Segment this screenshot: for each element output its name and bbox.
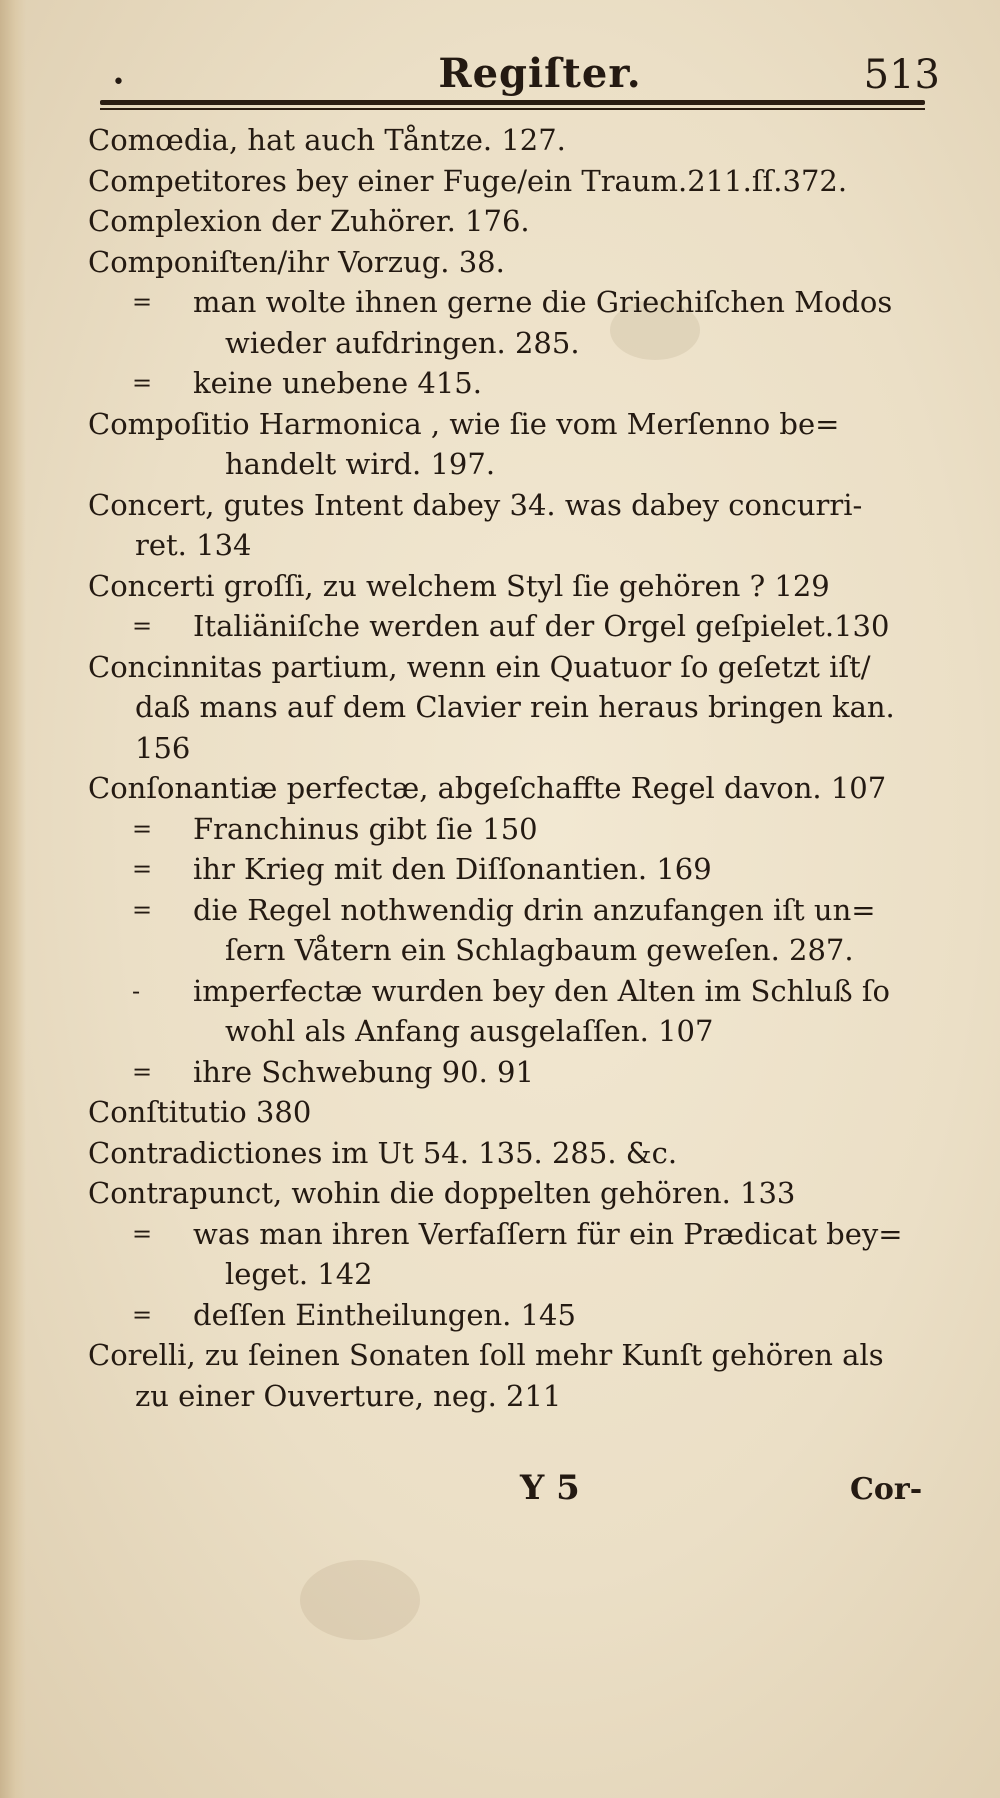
index-entry-line [0, 1295, 1000, 1336]
ditto-mark: = [132, 1057, 153, 1086]
ditto-mark: = [132, 1219, 153, 1248]
index-entry-text: Contradictiones im Ut 54. 135. 285. &c. [88, 1135, 678, 1170]
header-rule [100, 100, 925, 105]
catchword: Cor- [850, 1472, 923, 1507]
ditto-mark: - [132, 976, 141, 1005]
index-entry-line [0, 161, 1000, 202]
index-entry-text: Competitores bey einer Fuge/ein Traum.211.ſſ.372. [88, 163, 848, 198]
index-entry-line [0, 890, 1000, 931]
ditto-mark: = [132, 369, 153, 397]
index-entry-line [0, 525, 1000, 566]
index-entry-text: Contrapunct, wohin die doppelten gehören. 133 [88, 1176, 796, 1210]
index-entry-line [0, 323, 1000, 364]
index-entry-text: Concerti groſſi, zu welchem Styl ſie gehören ? 129 [88, 568, 830, 603]
index-entry-line [0, 1133, 1000, 1174]
index-entry-text: Franchinus gibt ſie 150 [193, 811, 538, 846]
index-entry-text: Componiſten/ihr Vorzug. 38. [88, 244, 505, 279]
index-entry-text: 156 [135, 730, 191, 765]
page-number: 513 [863, 52, 940, 98]
index-entry-text: handelt wird. 197. [225, 447, 496, 481]
index-entry-text: Compoſitio Harmonica , wie ſie vom Merſenno be= [88, 406, 840, 441]
running-header [0, 42, 1000, 102]
index-entry-line [0, 606, 1000, 647]
register-entries [0, 120, 1000, 1416]
index-entry-line [0, 242, 1000, 283]
index-entry-line [0, 809, 1000, 850]
index-entry-line [0, 1092, 1000, 1133]
index-entry-line [0, 647, 1000, 688]
paper-stain [300, 1560, 420, 1640]
index-entry-text: ihre Schwebung 90. 91 [193, 1054, 534, 1089]
index-entry-line [0, 120, 1000, 161]
signature-mark: Y 5 [520, 1468, 580, 1508]
index-entry-text: Conſtitutio 380 [88, 1095, 312, 1129]
index-entry-text: Comœdia, hat auch Tåntze. 127. [88, 123, 566, 157]
index-entry-line [0, 282, 1000, 323]
index-entry-line [0, 404, 1000, 445]
page-title: Regiſter. [438, 50, 642, 97]
index-entry-text: ſern Våtern ein Schlagbaum geweſen. 287. [225, 933, 854, 967]
index-entry-text: leget. 142 [225, 1257, 373, 1291]
index-entry-line [0, 728, 1000, 769]
ditto-mark: = [132, 814, 153, 843]
index-entry-line [0, 1254, 1000, 1295]
index-entry-text: Italiäniſche werden auf der Orgel geſpielet.130 [193, 609, 890, 643]
index-entry-text: zu einer Ouverture, neg. 211 [135, 1378, 562, 1413]
index-entry-text: Complexion der Zuhörer. 176. [88, 204, 530, 238]
index-entry-line [0, 201, 1000, 242]
index-entry-line [0, 566, 1000, 607]
ditto-mark: = [132, 1300, 153, 1329]
index-entry-line [0, 1011, 1000, 1052]
index-entry-line [0, 1173, 1000, 1214]
index-entry-text: was man ihren Verfaſſern für ein Prædicat bey= [193, 1216, 903, 1251]
index-entry-line [0, 485, 1000, 526]
index-entry-text: keine unebene 415. [193, 366, 482, 400]
index-entry-line [0, 1335, 1000, 1376]
index-entry-text: imperfectæ wurden bey den Alten im Schluß ſo [193, 973, 891, 1008]
page-footer [0, 1468, 1000, 1518]
index-entry-text: Concert, gutes Intent dabey 34. was dabey concurri- [88, 487, 863, 522]
index-entry-text: wohl als Anfang ausgelaſſen. 107 [225, 1014, 714, 1048]
ditto-mark: = [132, 855, 153, 883]
index-entry-text: die Regel nothwendig drin anzufangen iſt un= [193, 892, 876, 927]
index-entry-line [0, 444, 1000, 485]
index-entry-line [0, 849, 1000, 890]
index-entry-line [0, 687, 1000, 728]
index-entry-line [0, 363, 1000, 404]
index-entry-text: wieder aufdringen. 285. [225, 325, 580, 360]
index-entry-text: Concinnitas partium, wenn ein Quatuor ſo geſetzt iſt/ [88, 649, 871, 684]
index-entry-line [0, 1214, 1000, 1255]
index-entry-line [0, 1052, 1000, 1093]
index-entry-text: Corelli, zu ſeinen Sonaten ſoll mehr Kunſt gehören als [88, 1338, 884, 1372]
index-entry-text: man wolte ihnen gerne die Griechiſchen Modos [193, 285, 893, 319]
index-entry-text: ihr Krieg mit den Diſſonantien. 169 [193, 852, 712, 886]
header-ornament-dot: • [112, 70, 125, 95]
header-rule-thin [100, 108, 925, 110]
index-entry-line [0, 971, 1000, 1012]
index-entry-line [0, 930, 1000, 971]
index-entry-line [0, 1376, 1000, 1417]
index-entry-text: daß mans auf dem Clavier rein heraus bringen kan. [135, 690, 895, 724]
index-entry-text: ret. 134 [135, 528, 252, 562]
ditto-mark: = [132, 288, 153, 316]
ditto-mark: = [132, 895, 153, 924]
index-entry-text: Conſonantiæ perfectæ, abgeſchaffte Regel davon. 107 [88, 771, 887, 805]
index-entry-line [0, 768, 1000, 809]
ditto-mark: = [132, 612, 153, 640]
index-entry-text: deſſen Eintheilungen. 145 [193, 1297, 576, 1332]
